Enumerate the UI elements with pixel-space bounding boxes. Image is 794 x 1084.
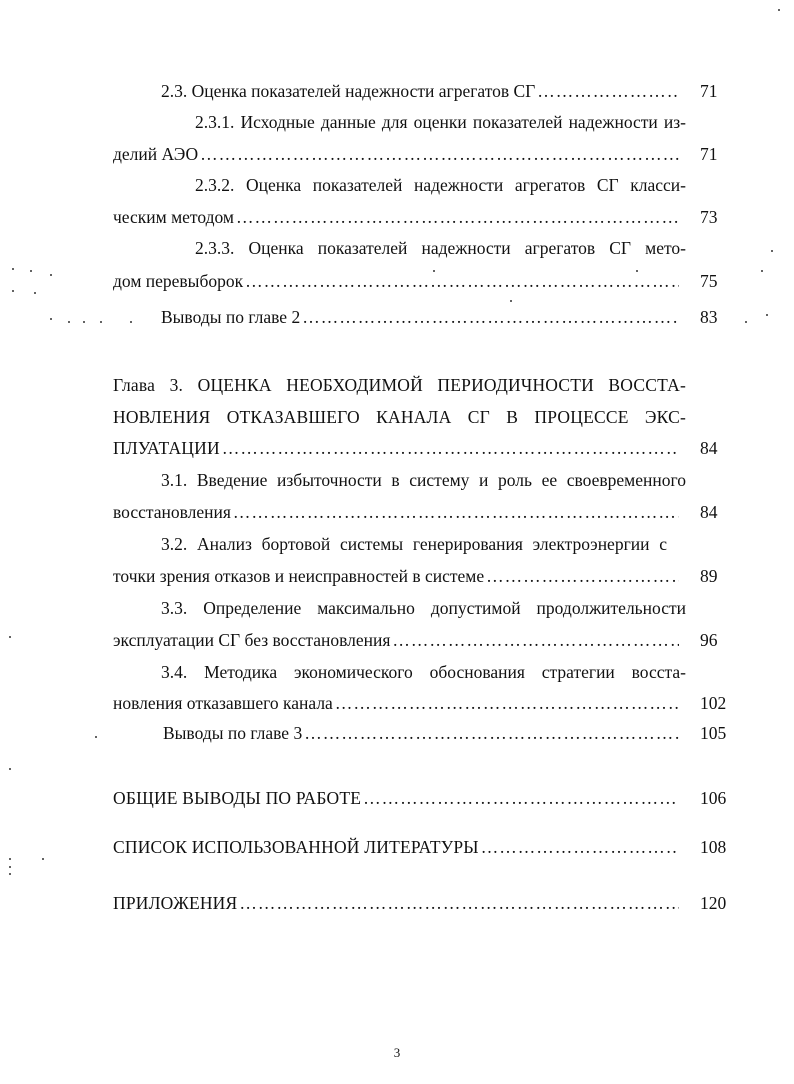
toc-entry-label: эксплуатации СГ без восстановления bbox=[113, 630, 391, 650]
toc-entry-2-3-2-line2 bbox=[113, 206, 681, 228]
toc-entry-3-2-line2 bbox=[113, 565, 681, 587]
scan-speck bbox=[130, 321, 132, 323]
toc-entry-label: СПИСОК ИСПОЛЬЗОВАННОЙ ЛИТЕРАТУРЫ bbox=[113, 837, 479, 857]
toc-entry-label: точки зрения отказов и неисправностей в системе bbox=[113, 566, 485, 586]
toc-entry-label: ПЛУАТАЦИИ bbox=[113, 438, 220, 458]
scan-speck bbox=[9, 866, 11, 868]
toc-page-number: 71 bbox=[700, 144, 718, 164]
dot-leader bbox=[481, 836, 679, 858]
scan-speck bbox=[68, 321, 70, 323]
scan-speck bbox=[50, 274, 52, 276]
toc-entry-3-3-line1: 3.3. Определение максимально допустимой продолжительности bbox=[161, 598, 686, 618]
dot-leader bbox=[222, 437, 679, 459]
toc-entry-3-3-line2 bbox=[113, 629, 681, 651]
dot-leader bbox=[200, 143, 679, 165]
scan-speck bbox=[34, 292, 36, 294]
toc-entry-3-2-line1: 3.2. Анализ бортовой системы генерирования электроэнергии с bbox=[161, 534, 667, 554]
toc-entry-2-3-3-line1: 2.3.3. Оценка показателей надежности агрегатов СГ мето- bbox=[195, 238, 686, 258]
scan-speck bbox=[510, 300, 512, 302]
toc-entry-chapter-3-line3 bbox=[113, 437, 681, 459]
toc-entry-2-3 bbox=[161, 80, 681, 102]
scan-speck bbox=[83, 321, 85, 323]
toc-entry-label: ческим методом bbox=[113, 207, 234, 227]
toc-entry-3-1-line1: 3.1. Введение избыточности в систему и роль ее своевременного bbox=[161, 470, 686, 490]
page-number-footer: 3 bbox=[393, 1045, 401, 1060]
toc-entry-label: делий АЭО bbox=[113, 144, 199, 164]
toc-page-number: 105 bbox=[700, 723, 727, 743]
toc-page-number: 73 bbox=[700, 207, 718, 227]
toc-page-number: 71 bbox=[700, 81, 718, 101]
scan-speck bbox=[9, 768, 11, 770]
toc-page-number: 120 bbox=[700, 893, 727, 913]
toc-page-number: 84 bbox=[700, 502, 718, 522]
dot-leader bbox=[233, 501, 679, 523]
toc-entry-label: 2.3. Оценка показателей надежности агрегатов СГ bbox=[161, 81, 536, 101]
dot-leader bbox=[236, 206, 679, 228]
toc-page-number: 96 bbox=[700, 630, 718, 650]
scan-speck bbox=[9, 636, 11, 638]
toc-entry-2-3-1-line2 bbox=[113, 143, 681, 165]
scan-speck bbox=[9, 858, 11, 860]
toc-page-number: 108 bbox=[700, 837, 727, 857]
toc-entry-label: Выводы по главе 3 bbox=[163, 723, 303, 743]
scan-speck bbox=[12, 290, 14, 292]
toc-entry-appendices bbox=[113, 892, 681, 914]
toc-entry-3-4-line2 bbox=[113, 692, 681, 714]
toc-entry-chapter-3-line2: НОВЛЕНИЯ ОТКАЗАВШЕГО КАНАЛА СГ В ПРОЦЕССЕ ЭКС- bbox=[113, 407, 686, 427]
toc-entry-2-3-1-line1: 2.3.1. Исходные данные для оценки показателей надежности из- bbox=[195, 112, 686, 132]
scan-speck bbox=[9, 873, 11, 875]
scan-speck bbox=[30, 270, 32, 272]
toc-entry-3-4-line1: 3.4. Методика экономического обоснования стратегии восста- bbox=[161, 662, 686, 682]
toc-entry-3-1-line2 bbox=[113, 501, 681, 523]
scan-speck bbox=[50, 318, 52, 320]
scan-speck bbox=[433, 270, 435, 272]
toc-page-number: 102 bbox=[700, 693, 727, 713]
dot-leader bbox=[363, 787, 679, 809]
toc-entry-2-3-2-line1: 2.3.2. Оценка показателей надежности агрегатов СГ класси- bbox=[195, 175, 686, 195]
scan-speck bbox=[778, 9, 780, 11]
scan-speck bbox=[761, 270, 763, 272]
toc-entry-chapter-3-line1: Глава 3. ОЦЕНКА НЕОБХОДИМОЙ ПЕРИОДИЧНОСТИ ВОССТА- bbox=[113, 375, 686, 395]
scan-speck bbox=[771, 250, 773, 252]
scan-speck bbox=[766, 314, 768, 316]
dot-leader bbox=[245, 270, 679, 292]
toc-page-number: 83 bbox=[700, 307, 718, 327]
toc-page-number: 89 bbox=[700, 566, 718, 586]
toc-entry-conclusions-2 bbox=[161, 306, 681, 328]
scan-speck bbox=[100, 321, 102, 323]
toc-entry-label: ПРИЛОЖЕНИЯ bbox=[113, 893, 238, 913]
dot-leader bbox=[239, 892, 679, 914]
toc-entry-label: восстановления bbox=[113, 502, 231, 522]
toc-entry-label: новления отказавшего канала bbox=[113, 693, 333, 713]
toc-entry-conclusions-3 bbox=[163, 722, 681, 744]
scan-speck bbox=[745, 321, 747, 323]
dot-leader bbox=[392, 629, 679, 651]
toc-entry-2-3-3-line2 bbox=[113, 270, 681, 292]
toc-page-number: 75 bbox=[700, 271, 718, 291]
scan-speck bbox=[636, 270, 638, 272]
toc-entry-label: ОБЩИЕ ВЫВОДЫ ПО РАБОТЕ bbox=[113, 788, 362, 808]
dot-leader bbox=[335, 692, 679, 714]
toc-page-number: 106 bbox=[700, 788, 727, 808]
toc-entry-label: дом перевыборок bbox=[113, 271, 244, 291]
scan-speck bbox=[95, 736, 97, 738]
dot-leader bbox=[302, 306, 679, 328]
dot-leader bbox=[537, 80, 679, 102]
toc-entry-general-conclusions bbox=[113, 787, 681, 809]
dot-leader bbox=[486, 565, 679, 587]
dot-leader bbox=[304, 722, 679, 744]
toc-entry-label: Выводы по главе 2 bbox=[161, 307, 301, 327]
scan-speck bbox=[12, 268, 14, 270]
scan-speck bbox=[42, 858, 44, 860]
toc-entry-references bbox=[113, 836, 681, 858]
toc-page-number: 84 bbox=[700, 438, 718, 458]
